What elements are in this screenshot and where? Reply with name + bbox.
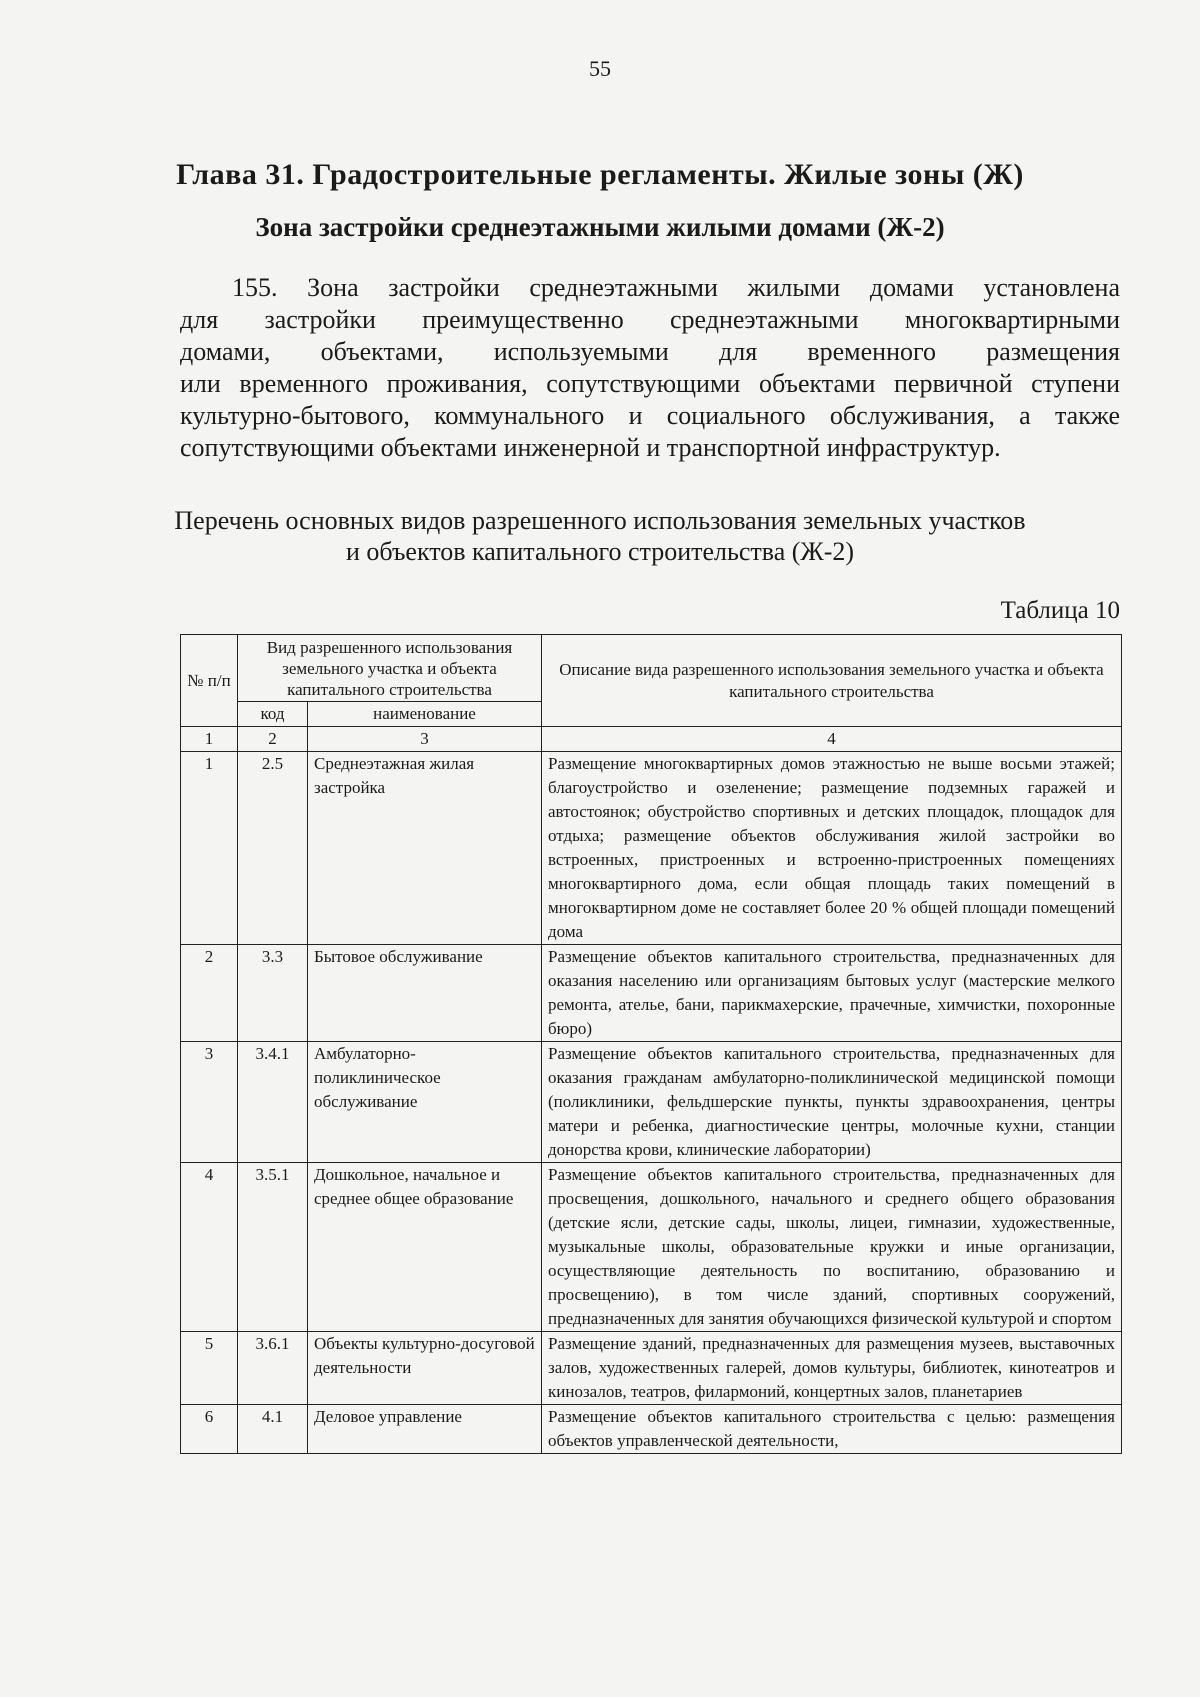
row-code: 3.6.1	[238, 1332, 308, 1405]
table-row	[181, 1332, 1122, 1405]
row-desc: Размещение объектов капитального строительства с целью: размещения объектов управленческой деятельности,	[542, 1405, 1122, 1454]
table-row	[181, 1163, 1122, 1332]
page-number: 55	[589, 56, 611, 81]
list-title-line: и объектов капитального строительства (Ж-2)	[345, 537, 855, 566]
zone-title: Зона застройки среднеэтажными жилыми домами (Ж-2)	[255, 212, 945, 242]
row-name: Дошкольное, начальное и среднее общее образование	[308, 1163, 542, 1332]
table-label: Таблица 10	[1000, 597, 1120, 624]
column-number: 4	[542, 727, 1122, 752]
column-number: 3	[308, 727, 542, 752]
row-name: Деловое управление	[308, 1405, 542, 1454]
chapter-title: Глава 31. Градостроительные регламенты. Жилые зоны (Ж)	[176, 158, 1024, 191]
table-row	[181, 945, 1122, 1042]
row-num: 1	[181, 752, 238, 945]
row-num: 2	[181, 945, 238, 1042]
paragraph-line: или временного проживания, сопутствующими объектами первичной ступени	[180, 369, 1120, 398]
paragraph-line: культурно-бытового, коммунального и социального обслуживания, а также	[180, 401, 1120, 430]
row-desc: Размещение зданий, предназначенных для размещения музеев, выставочных залов, художественных галерей, домов культуры, библиотек, кинотеатров и кинозалов, театров, филармоний, концертных залов, планетариев	[542, 1332, 1122, 1405]
row-num: 6	[181, 1405, 238, 1454]
paragraph-line: 155. Зона застройки среднеэтажными жилыми домами установлена	[232, 273, 1120, 302]
paragraph-line: домами, объектами, используемыми для временного размещения	[180, 337, 1120, 366]
row-name: Объекты культурно-досуговой деятельности	[308, 1332, 542, 1405]
header-num: № п/п	[181, 635, 238, 727]
row-code: 3.4.1	[238, 1042, 308, 1163]
row-num: 3	[181, 1042, 238, 1163]
row-desc: Размещение многоквартирных домов этажностью не выше восьми этажей; благоустройство и озеленение; размещение подземных гаражей и автостоянок; обустройство спортивных и детских площадок, площадок для отдыха; размещение объектов обслуживания жилой застройки во встроенных, пристроенных и встроенно-пристроенных помещениях многоквартирного дома, если общая площадь таких помещений в многоквартирном доме не составляет более 20 % общей площади помещений дома	[542, 752, 1122, 945]
paragraph-155	[180, 272, 1120, 464]
paragraph-line: сопутствующими объектами инженерной и транспортной инфраструктур.	[180, 433, 1001, 462]
row-desc: Размещение объектов капитального строительства, предназначенных для оказания гражданам амбулаторно-поликлинической медицинской помощи (поликлиники, фельдшерские пункты, пункты здравоохранения, центры матери и ребенка, диагностические центры, молочные кухни, станции донорства крови, клинические лаборатории)	[542, 1042, 1122, 1163]
list-title-line: Перечень основных видов разрешенного использования земельных участков	[174, 506, 1026, 535]
row-name: Амбулаторно-поликлиническое обслуживание	[308, 1042, 542, 1163]
column-number: 1	[181, 727, 238, 752]
header-type: Вид разрешенного использования земельного участка и объекта капитального строительства	[238, 635, 542, 702]
row-name: Бытовое обслуживание	[308, 945, 542, 1042]
row-name: Среднеэтажная жилая застройка	[308, 752, 542, 945]
column-number: 2	[238, 727, 308, 752]
header-desc: Описание вида разрешенного использования земельного участка и объекта капитального строительства	[542, 635, 1122, 727]
regulations-table	[180, 634, 1122, 1454]
table-row	[181, 752, 1122, 945]
list-title	[0, 505, 1200, 567]
row-num: 5	[181, 1332, 238, 1405]
paragraph-line: для застройки преимущественно среднеэтажными многоквартирными	[180, 305, 1120, 334]
row-desc: Размещение объектов капитального строительства, предназначенных для просвещения, дошкольного, начального и среднего общего образования (детские ясли, детские сады, школы, лицеи, гимназии, художественные, музыкальные школы, образовательные кружки и иные организации, осуществляющие деятельность по воспитанию, образованию и просвещению), в том числе зданий, спортивных сооружений, предназначенных для занятия обучающихся физической культурой и спортом	[542, 1163, 1122, 1332]
header-name: наименование	[308, 702, 542, 727]
row-code: 3.5.1	[238, 1163, 308, 1332]
table-row	[181, 1042, 1122, 1163]
table-row	[181, 1405, 1122, 1454]
header-code: код	[238, 702, 308, 727]
row-code: 3.3	[238, 945, 308, 1042]
row-num: 4	[181, 1163, 238, 1332]
row-code: 2.5	[238, 752, 308, 945]
row-desc: Размещение объектов капитального строительства, предназначенных для оказания населению или организациям бытовых услуг (мастерские мелкого ремонта, ателье, бани, парикмахерские, прачечные, химчистки, похоронные бюро)	[542, 945, 1122, 1042]
row-code: 4.1	[238, 1405, 308, 1454]
